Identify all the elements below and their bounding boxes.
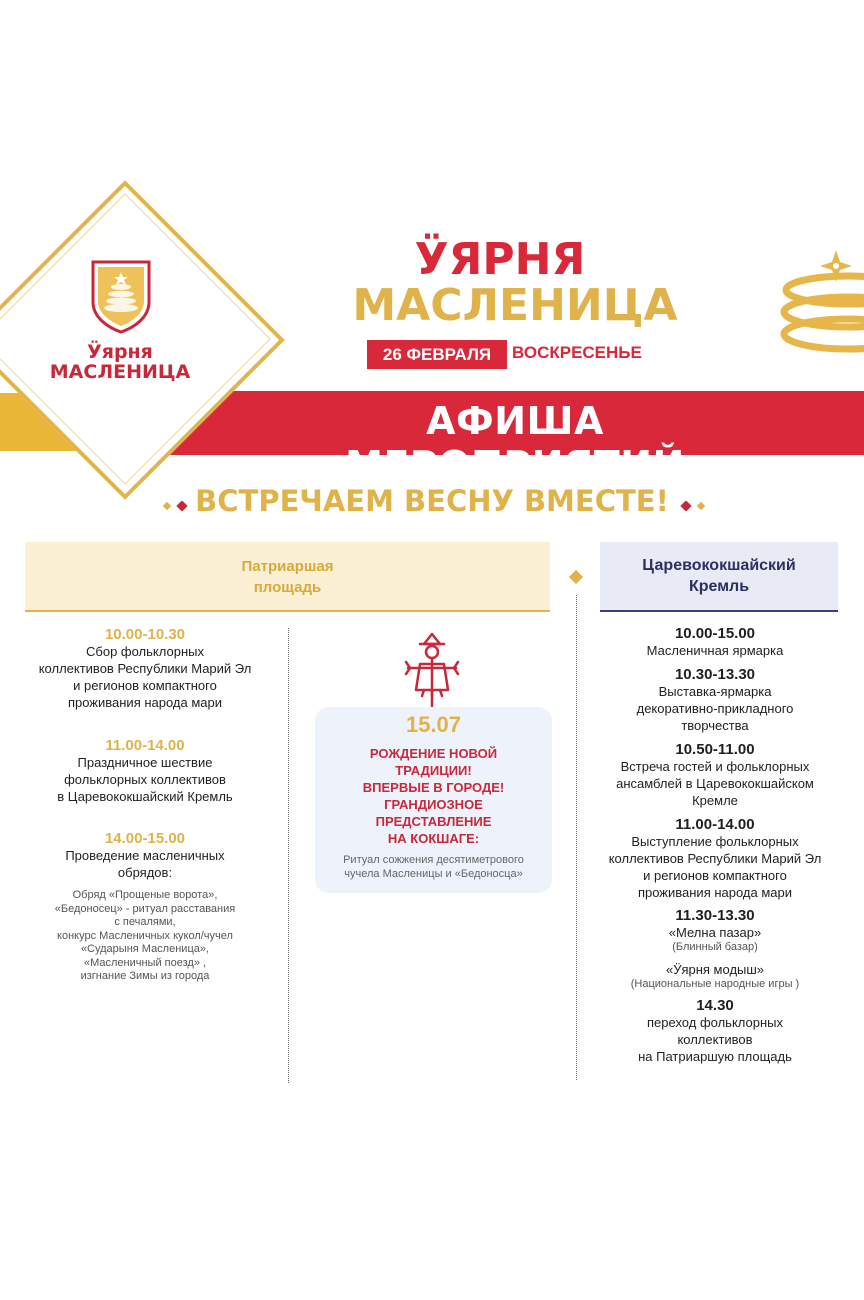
event-item bbox=[590, 666, 840, 734]
event-text: проживания народа мари bbox=[637, 885, 793, 900]
scarecrow-icon bbox=[402, 630, 462, 708]
event-text: Кремле bbox=[692, 793, 738, 808]
ornament-icon bbox=[676, 501, 706, 511]
event-time: 11.00-14.00 bbox=[675, 816, 755, 833]
event-text: проживания народа мари bbox=[67, 695, 223, 710]
main-title-line1: ӰЯРНЯ bbox=[414, 234, 586, 285]
event-item bbox=[5, 830, 285, 984]
event-text: и регионов компактного bbox=[73, 678, 217, 693]
event-text: переход фольклорных bbox=[647, 1015, 783, 1030]
featured-event-time: 15.07 bbox=[405, 712, 462, 737]
event-text: коллективов Республики Марий Эл bbox=[38, 661, 252, 676]
event-time: 14.30 bbox=[696, 997, 734, 1014]
event-time: 11.00-14.00 bbox=[105, 737, 185, 754]
main-title-line2: МАСЛЕНИЦА bbox=[352, 280, 678, 331]
event-text: коллективов Республики Марий Эл bbox=[608, 851, 822, 866]
featured-title-line: РОЖДЕНИЕ НОВОЙ bbox=[369, 746, 498, 761]
event-text: коллективов bbox=[677, 1032, 753, 1047]
event-text: Праздничное шествие bbox=[77, 755, 213, 770]
logo-title-line2: МАСЛЕНИЦА bbox=[49, 361, 191, 383]
event-item bbox=[590, 816, 840, 901]
venue-header-kremlin bbox=[600, 542, 838, 612]
featured-title-line: ПРЕДСТАВЛЕНИЕ bbox=[375, 814, 492, 829]
featured-title-line: НА КОКШАГЕ: bbox=[387, 831, 480, 846]
event-time: 10.50-11.00 bbox=[675, 741, 755, 758]
event-detail: «Сударыня Масленица», bbox=[80, 943, 210, 955]
event-text: в Царевококшайский Кремль bbox=[57, 789, 233, 804]
event-detail: изгнание Зимы из города bbox=[80, 970, 210, 982]
event-item bbox=[590, 997, 840, 1065]
slogan: ВСТРЕЧАЕМ ВЕСНУ ВМЕСТЕ! bbox=[195, 484, 669, 518]
event-item bbox=[5, 626, 285, 711]
pancake-stack-icon bbox=[778, 240, 864, 360]
event-detail: с печалями, bbox=[114, 916, 176, 928]
event-subtitle: (Блинный базар) bbox=[672, 941, 758, 953]
venue-name: Кремль bbox=[688, 578, 750, 595]
event-text: ансамблей в Царевококшайском bbox=[616, 776, 814, 791]
events-banner-title: АФИША МЕРОПРИЯТИЙ bbox=[345, 399, 685, 487]
event-time: 10.00-15.00 bbox=[674, 625, 756, 642]
event-text: на Патриаршую площадь bbox=[638, 1049, 792, 1064]
event-time: 11.30-13.30 bbox=[675, 907, 755, 924]
event-item bbox=[590, 741, 840, 809]
event-detail: «Бедоносец» - ритуал расставания bbox=[54, 902, 236, 915]
venue-name: Царевококшайский bbox=[642, 557, 796, 574]
event-text: творчества bbox=[681, 718, 749, 733]
event-item bbox=[590, 625, 840, 659]
divider-diamond bbox=[569, 570, 583, 584]
event-time: 14.00-15.00 bbox=[104, 830, 186, 847]
event-item bbox=[5, 737, 285, 805]
event-text: фольклорных коллективов bbox=[64, 772, 226, 787]
event-text: декоративно-прикладного bbox=[636, 701, 794, 716]
featured-title-line: ВПЕРВЫЕ В ГОРОДЕ! bbox=[362, 780, 505, 795]
event-time: 10.00-10.30 bbox=[104, 626, 186, 643]
event-detail: «Масленичный поезд» , bbox=[83, 956, 207, 969]
event-text: Встреча гостей и фольклорных bbox=[620, 759, 810, 774]
column-divider bbox=[576, 595, 577, 1080]
date-badge: 26 ФЕВРАЛЯ bbox=[367, 340, 507, 369]
event-subtitle: (Национальные народные игры ) bbox=[630, 977, 800, 990]
event-text: «Ӱярня модыш» bbox=[665, 961, 765, 977]
event-text: и регионов компактного bbox=[643, 868, 787, 883]
event-text: Выставка-ярмарка bbox=[658, 684, 772, 699]
event-item bbox=[590, 907, 840, 991]
featured-title-line: ТРАДИЦИИ! bbox=[395, 763, 472, 778]
column-divider bbox=[288, 628, 289, 1083]
venue-name: Патриаршая bbox=[241, 558, 334, 575]
event-text: Выступление фольклорных bbox=[631, 834, 799, 849]
event-text: обрядов: bbox=[117, 865, 173, 880]
featured-title-line: ГРАНДИОЗНОЕ bbox=[384, 797, 483, 812]
featured-event-title bbox=[320, 745, 547, 847]
event-detail: Обряд «Прощеные ворота», bbox=[72, 889, 218, 901]
logo-title-line1: Ӱярня bbox=[87, 341, 153, 363]
weekday-label: ВОСКРЕСЕНЬЕ bbox=[512, 343, 642, 362]
venue-name: площадь bbox=[253, 579, 322, 596]
event-text: Проведение масленичных bbox=[65, 848, 225, 863]
event-time: 10.30-13.30 bbox=[674, 666, 756, 683]
venue-header-patriarch-square bbox=[25, 542, 550, 612]
pancake-shield-icon bbox=[89, 258, 153, 334]
event-text: Сбор фольклорных bbox=[86, 644, 204, 659]
event-text: «Мелна пазар» bbox=[668, 925, 762, 940]
featured-desc-line: чучела Масленицы и «Бедоносца» bbox=[344, 868, 523, 880]
featured-desc-line: Ритуал сожжения десятиметрового bbox=[343, 854, 524, 866]
event-text: Масленичная ярмарка bbox=[646, 643, 784, 658]
event-detail: конкурс Масленичных кукол/чучел bbox=[57, 929, 233, 942]
featured-event-description bbox=[320, 853, 547, 881]
